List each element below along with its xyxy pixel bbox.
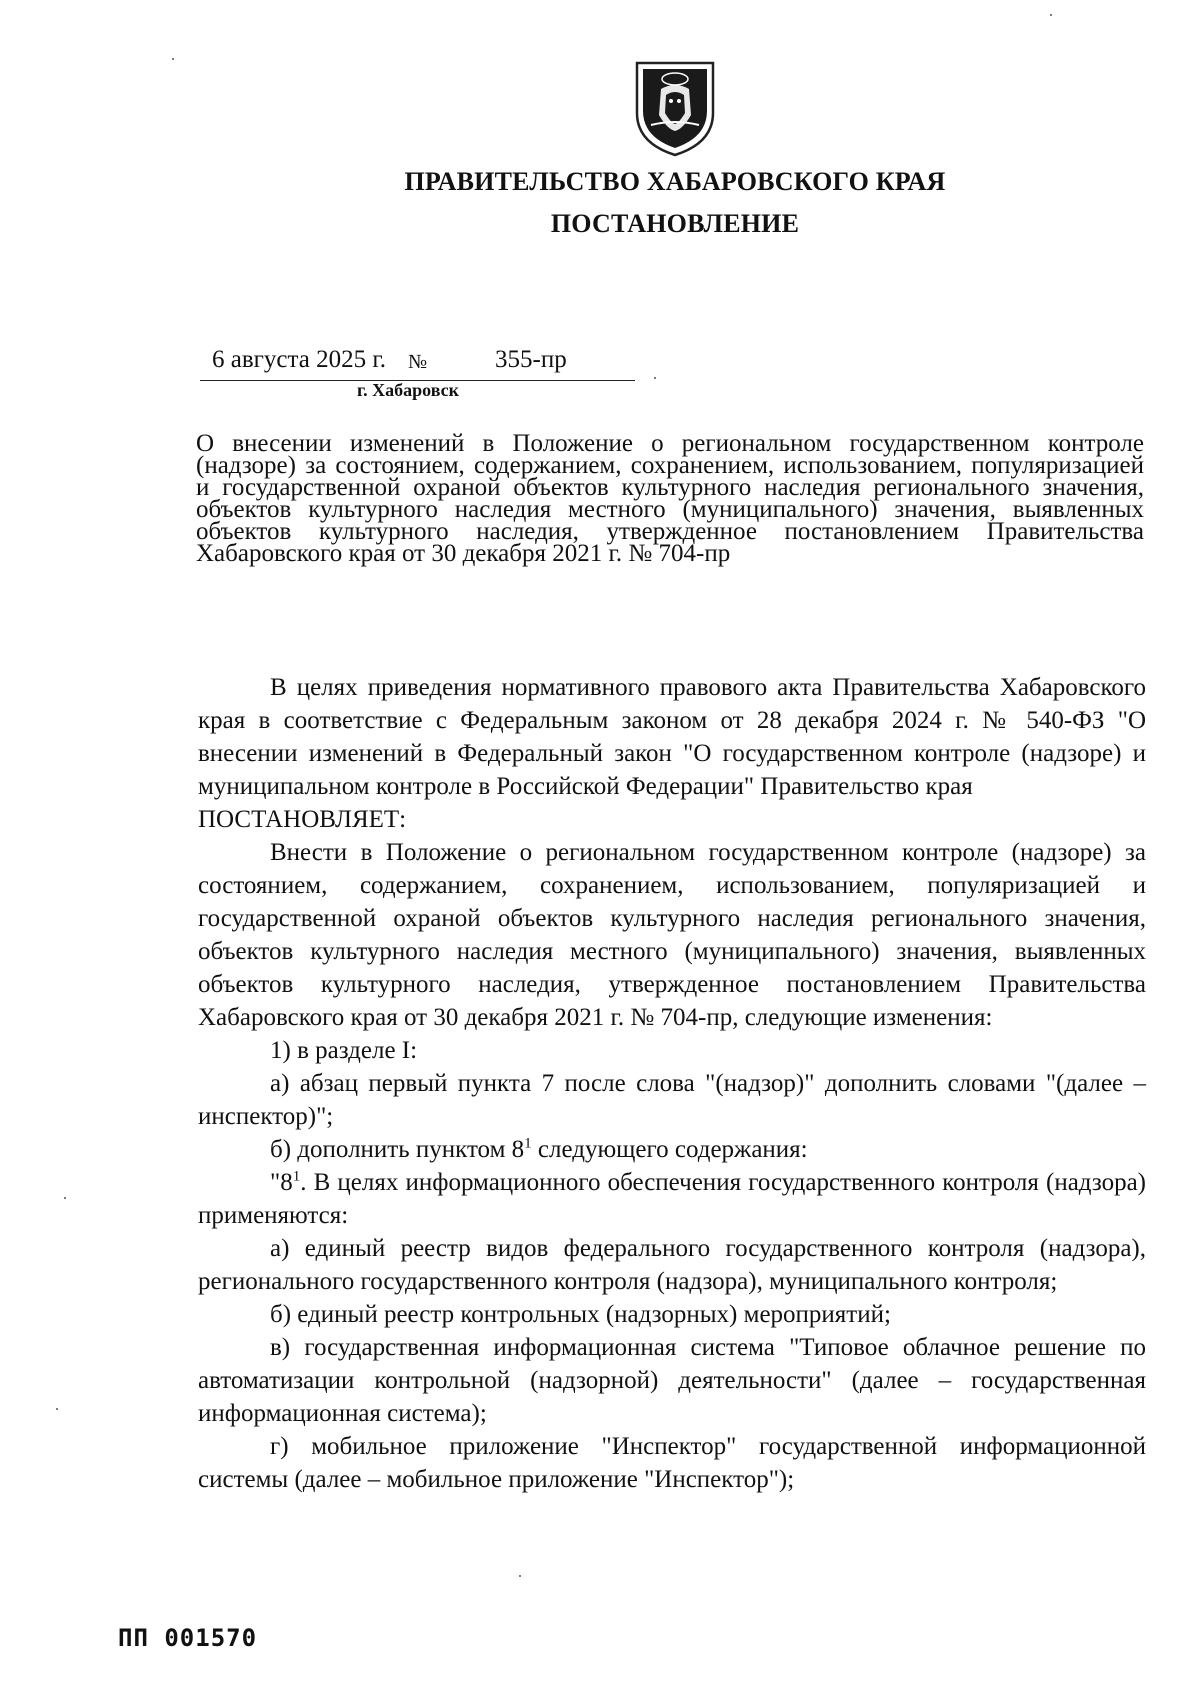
scan-speck [1050, 14, 1052, 16]
decree-body [198, 671, 1146, 1496]
government-name: ПРАВИТЕЛЬСТВО ХАБАРОВСКОГО КРАЯ [404, 167, 946, 196]
intro-paragraph: Внести в Положение о региональном государственном контроле (надзоре) за состоянием, содержанием, сохранением, использованием, популяризацией и государственной охраной объектов культурного наследия регионального значения, объектов культурного наследия местного (муниципального) значения, выявленных объектов культурного наследия, утвержденное постановлением Правительства Хабаровского края от 30 декабря 2021 г. № 704-пр, следующие изменения: [198, 839, 1146, 1031]
item-1a: а) абзац первый пункта 7 после слова "(надзор)" дополнить словами "(далее – инспектор)"; [198, 1070, 1146, 1130]
subitem-a: а) единый реестр видов федерального государственного контроля (надзора), регионального государственного контроля (надзора), муниципального контроля; [198, 1235, 1146, 1295]
number-sign: № [408, 351, 428, 373]
scan-speck [519, 1575, 521, 1577]
item-1b-text: б) дополнить пунктом 8 [270, 1136, 525, 1163]
resolves-heading: ПОСТАНОВЛЯЕТ: [198, 806, 407, 833]
coat-of-arms-icon [633, 55, 717, 159]
point-8-1 [198, 1166, 1146, 1232]
item-1: 1) в разделе I: [270, 1037, 418, 1064]
scan-speck [172, 58, 174, 60]
form-code: ПП 001570 [118, 1624, 258, 1652]
decree-number: 355-пр [495, 346, 567, 373]
subitem-v: в) государственная информационная система "Типовое облачное решение по автоматизации контрольной (надзорной) деятельности" (далее – государственная информационная система); [198, 1334, 1146, 1427]
document-type: ПОСТАНОВЛЕНИЕ [550, 209, 800, 238]
preamble-paragraph: В целях приведения нормативного правового акта Правительства Хабаровского края в соответствие с Федеральным законом от 28 декабря 2024 г. № 540-ФЗ "О внесении изменений в Федеральный закон "О государственном контроле (надзоре) и муниципальном контроле в Российской Федерации" Правительство края [198, 674, 1146, 800]
decree-date: 6 августа 2025 г. [212, 346, 387, 373]
scan-speck [654, 377, 656, 379]
item-1b-tail: следующего содержания: [531, 1136, 808, 1163]
decree-title: О внесении изменений в Положение о региональном государственном контроле (надзоре) за состоянием, содержанием, сохранением, использованием, популяризацией и государственной охраной объектов культурного наследия регионального значения, объектов культурного наследия местного (муниципального) значения, выявленных объектов культурного наследия, утвержденное постановлением Правительства Хабаровского края от 30 декабря 2021 г. № 704-пр [196, 430, 1144, 567]
item-1b-superscript: 1 [524, 1135, 532, 1152]
subitem-g: г) мобильное приложение "Инспектор" государственной информационной системы (далее – мобильное приложение "Инспектор"); [198, 1433, 1146, 1493]
point-8-1-superscript: 1 [292, 1168, 301, 1185]
subitem-b: б) единый реестр контрольных (надзорных) мероприятий; [270, 1301, 891, 1328]
city-name: г. Хабаровск [357, 380, 460, 400]
scan-speck [56, 1408, 58, 1410]
date-number-line [200, 346, 635, 381]
scan-speck [64, 1197, 66, 1199]
point-8-1-text: "8 [270, 1169, 293, 1196]
item-1b [198, 1133, 1146, 1166]
point-8-1-tail: . В целях информационного обеспечения государственного контроля (надзора) применяются: [198, 1169, 1146, 1229]
